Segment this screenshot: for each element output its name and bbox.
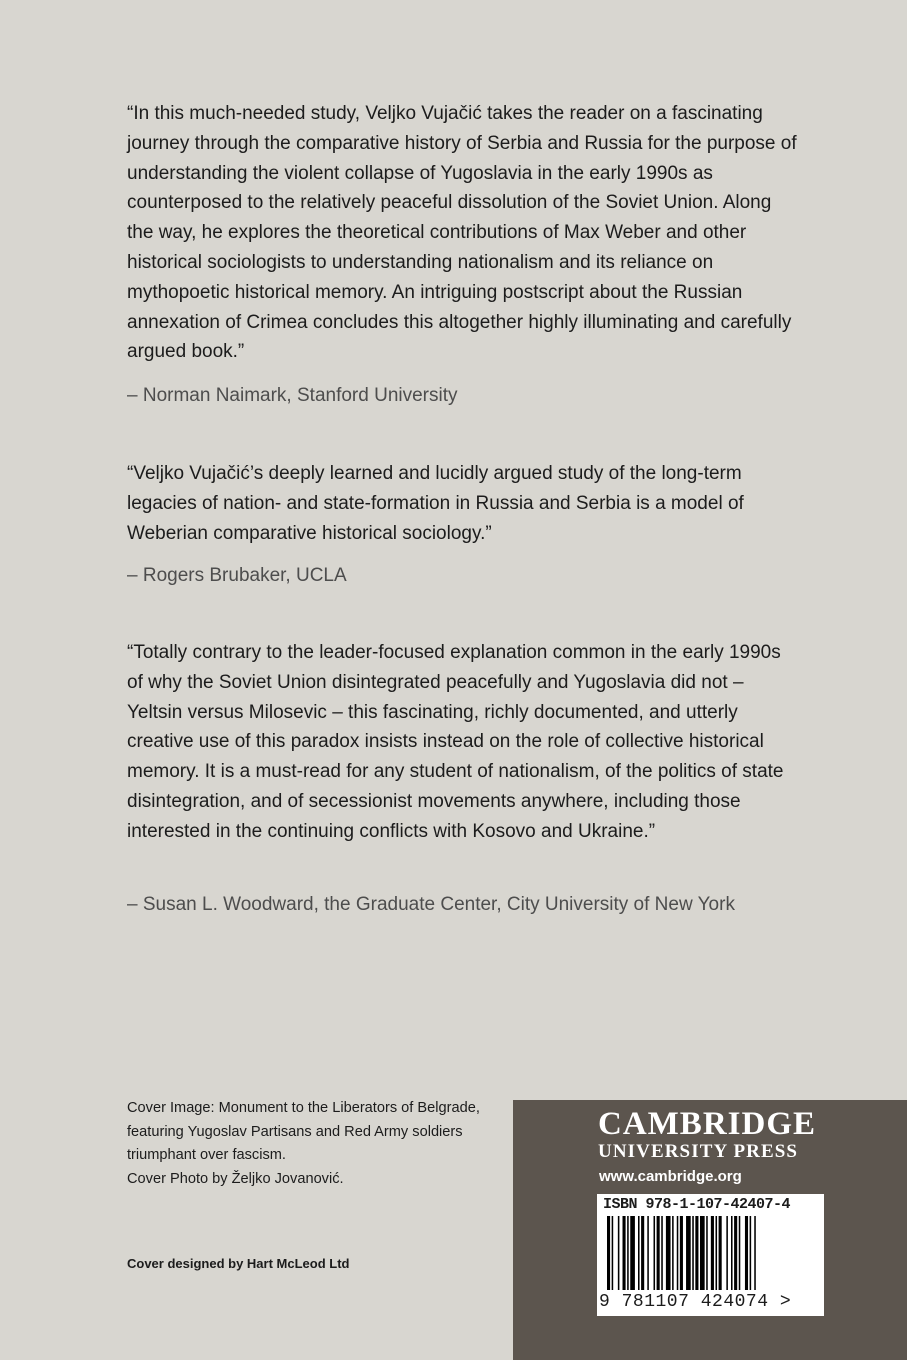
publisher-subtitle: UNIVERSITY PRESS <box>598 1141 799 1162</box>
publisher-name: CAMBRIDGE <box>598 1106 817 1142</box>
credit-line: Cover Photo by Željko Jovanović. <box>127 1170 344 1187</box>
attribution-woodward: – Susan L. Woodward, the Graduate Center, City University of New York <box>127 894 735 915</box>
attribution-brubaker: – Rogers Brubaker, UCLA <box>127 565 347 586</box>
quote-naimark: “In this much-needed study, Veljko Vujačić takes the reader on a fascinating journey through the comparative history of Serbia and Russia for the purpose of understanding the violent collapse of Yugoslavia in the early 1990s as counterposed to the relatively peaceful dissolution of the Soviet Union. Along the way, he explores the theoretical contributions of Max Weber and other historical sociologists to understanding nationalism and its reliance on mythopoetic historical memory. An intriguing postscript about the Russian annexation of Crimea concludes this altogether highly illuminating and carefully argued book.” <box>127 103 797 363</box>
barcode-bars <box>607 1216 807 1290</box>
barcode <box>597 1194 824 1316</box>
quote-brubaker: “Veljko Vujačić’s deeply learned and lucidly argued study of the long-term legacies of nation- and state-formation in Russia and Serbia is a model of Weberian comparative historical sociology.” <box>127 463 744 544</box>
designer-credit: Cover designed by Hart McLeod Ltd <box>127 1256 350 1271</box>
credit-line: featuring Yugoslav Partisans and Red Army soldiers <box>127 1123 463 1140</box>
credit-line: Cover Image: Monument to the Liberators of Belgrade, <box>127 1100 480 1116</box>
credit-line: triumphant over fascism. <box>127 1147 286 1164</box>
publisher-url: www.cambridge.org <box>599 1168 742 1185</box>
cover-credits <box>127 1097 502 1191</box>
quote-woodward: “Totally contrary to the leader-focused explanation common in the early 1990s of why the Soviet Union disintegrated peacefully and Yugoslavia did not – Yeltsin versus Milosevic – this fascinating, richly documented, and utterly creative use of this paradox insists instead on the role of collective historical memory. It is a must-read for any student of nationalism, of the politics of state disintegration, and of secessionist movements anywhere, including those interested in the continuing conflicts with Kosovo and Ukraine.” <box>127 642 784 842</box>
attribution-naimark: – Norman Naimark, Stanford University <box>127 385 458 406</box>
isbn-label: ISBN 978-1-107-42407-4 <box>603 1196 791 1213</box>
publisher-panel <box>513 1100 907 1360</box>
barcode-digits: 9 781107 424074 > <box>599 1292 792 1312</box>
